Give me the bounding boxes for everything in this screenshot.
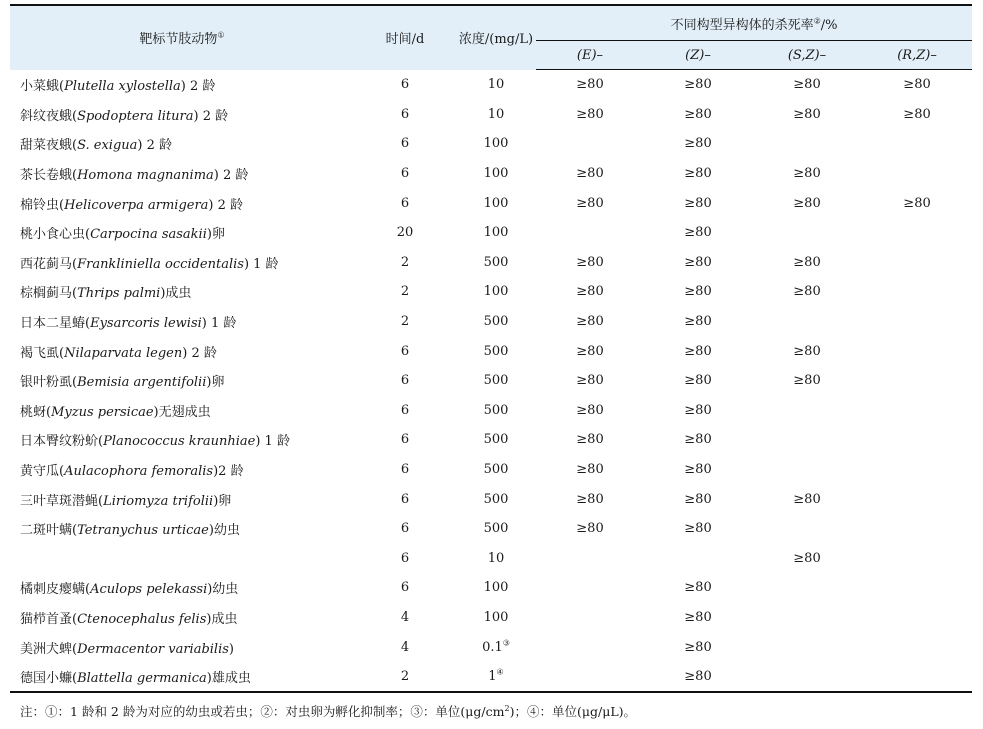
species-chinese-name: 小菜蛾( xyxy=(20,79,65,95)
mortality-rz-cell xyxy=(862,159,972,189)
species-cell xyxy=(10,366,354,396)
mortality-sz-cell: ≥80 xyxy=(793,195,821,211)
species-cell xyxy=(10,70,354,100)
concentration-value: 500 xyxy=(483,462,509,478)
mortality-rz-cell xyxy=(862,455,972,485)
mortality-z-cell: ≥80 xyxy=(684,254,712,270)
mortality-rz-cell xyxy=(862,514,972,544)
mortality-sz-cell xyxy=(752,455,862,485)
species-chinese-name: 棕榈蓟马( xyxy=(20,286,78,302)
species-chinese-name: 褐飞虱( xyxy=(20,345,65,361)
mortality-e-cell: ≥80 xyxy=(576,77,604,93)
mortality-sz-cell: ≥80 xyxy=(793,373,821,389)
time-cell: 2 xyxy=(400,254,410,270)
time-cell: 6 xyxy=(400,77,410,93)
time-cell: 4 xyxy=(400,609,410,625)
species-cell xyxy=(10,514,354,544)
mortality-e-cell: ≥80 xyxy=(576,343,604,359)
time-cell: 6 xyxy=(400,462,410,478)
mortality-z-cell: ≥80 xyxy=(644,662,752,693)
species-chinese-name: 猫栉首蚤( xyxy=(20,611,78,627)
header-isomer-sz: (S,Z)– xyxy=(752,41,862,70)
table-row xyxy=(10,277,972,307)
species-stage: )卵 xyxy=(213,493,232,509)
footnote-mark: ③ xyxy=(502,638,510,648)
species-latin-name: Thrips palmi xyxy=(77,286,161,302)
species-cell xyxy=(10,218,354,248)
mortality-e-cell: ≥80 xyxy=(576,106,604,122)
mortality-z-cell: ≥80 xyxy=(684,521,712,537)
species-cell xyxy=(10,662,354,693)
mortality-e-cell: ≥80 xyxy=(576,195,604,211)
table-row xyxy=(10,632,972,662)
concentration-value: 1 xyxy=(488,669,497,685)
concentration-cell xyxy=(456,484,536,514)
mortality-rz-cell xyxy=(862,307,972,337)
time-cell: 6 xyxy=(400,580,410,596)
concentration-value: 500 xyxy=(483,432,509,448)
species-cell xyxy=(10,603,354,633)
species-latin-name: Spodoptera litura xyxy=(77,108,194,124)
mortality-e-cell: ≥80 xyxy=(576,284,604,300)
concentration-value: 100 xyxy=(483,284,509,300)
species-stage: )2 龄 xyxy=(213,464,244,480)
species-stage: ) 2 龄 xyxy=(208,197,244,213)
table-row xyxy=(10,573,972,603)
species-stage: ) 2 龄 xyxy=(213,168,249,184)
mortality-z-cell: ≥80 xyxy=(684,491,712,507)
mortality-e-cell xyxy=(536,544,644,574)
concentration-cell xyxy=(456,218,536,248)
mortality-sz-cell xyxy=(752,632,862,662)
concentration-value: 500 xyxy=(483,521,509,537)
species-stage: ) 2 龄 xyxy=(180,79,216,95)
footnote-mark: ② xyxy=(813,16,821,26)
table-row xyxy=(10,129,972,159)
mortality-rz-cell xyxy=(862,544,972,574)
species-chinese-name: 德国小蠊( xyxy=(20,671,78,687)
species-cell xyxy=(10,544,354,574)
time-cell: 20 xyxy=(396,225,414,241)
table-row xyxy=(10,484,972,514)
mortality-rz-cell xyxy=(862,573,972,603)
mortality-sz-cell xyxy=(752,307,862,337)
mortality-e-cell: ≥80 xyxy=(576,462,604,478)
concentration-value: 500 xyxy=(483,343,509,359)
concentration-value: 100 xyxy=(483,195,509,211)
mortality-sz-cell: ≥80 xyxy=(793,166,821,182)
time-cell: 4 xyxy=(400,639,410,655)
species-chinese-name: 日本臀纹粉蚧( xyxy=(20,434,104,450)
mortality-table xyxy=(10,4,972,693)
mortality-sz-cell xyxy=(752,425,862,455)
mortality-sz-cell: ≥80 xyxy=(793,77,821,93)
species-latin-name: Homona magnanima xyxy=(77,168,214,184)
time-cell: 6 xyxy=(400,550,410,566)
species-stage: )成虫 xyxy=(160,286,192,302)
mortality-sz-cell: ≥80 xyxy=(793,254,821,270)
mortality-sz-cell xyxy=(752,573,862,603)
concentration-value: 500 xyxy=(483,402,509,418)
species-stage: )无翅成虫 xyxy=(153,404,211,420)
species-latin-name: S. exigua xyxy=(77,138,138,154)
mortality-e-cell: ≥80 xyxy=(576,521,604,537)
species-stage: )雄成虫 xyxy=(206,671,251,687)
concentration-cell xyxy=(456,662,536,693)
concentration-cell xyxy=(456,514,536,544)
species-latin-name: Eysarcoris lewisi xyxy=(90,316,202,332)
header-mortality-group: 不同构型异构体的杀死率②/% xyxy=(536,5,972,41)
species-cell xyxy=(10,307,354,337)
mortality-sz-cell: ≥80 xyxy=(793,106,821,122)
species-latin-name: Myzus persicae xyxy=(51,404,154,420)
concentration-cell xyxy=(456,307,536,337)
mortality-rz-cell: ≥80 xyxy=(903,77,931,93)
concentration-value: 100 xyxy=(483,136,509,152)
concentration-cell xyxy=(456,573,536,603)
table-row xyxy=(10,544,972,574)
header-time: 时间/d xyxy=(354,5,456,70)
species-stage: ) 2 龄 xyxy=(182,345,217,361)
species-chinese-name: 日本二星蝽( xyxy=(20,316,91,332)
concentration-value: 10 xyxy=(487,550,505,566)
time-cell: 6 xyxy=(400,343,410,359)
table-footnote: 注：①：1 龄和 2 龄为对应的幼虫或若虫；②：对虫卵为孵化抑制率；③：单位$(\mu g/cm^2)$；④：单位(μg/μL)。 xyxy=(20,703,636,719)
mortality-z-cell: ≥80 xyxy=(684,580,712,596)
species-latin-name: Blattella germanica xyxy=(77,671,207,687)
concentration-value: 500 xyxy=(483,314,509,330)
species-cell xyxy=(10,573,354,603)
species-stage: )成虫 xyxy=(206,611,238,627)
concentration-cell xyxy=(456,277,536,307)
concentration-value: 100 xyxy=(483,580,509,596)
concentration-value: 500 xyxy=(483,491,509,507)
mortality-e-cell xyxy=(536,573,644,603)
species-latin-name: Ctenocephalus felis xyxy=(77,611,207,627)
species-chinese-name: 斜纹夜蛾( xyxy=(20,108,78,124)
mortality-z-cell: ≥80 xyxy=(684,314,712,330)
species-cell xyxy=(10,632,354,662)
mortality-rz-cell xyxy=(862,277,972,307)
header-concentration: 浓度/(mg/L) xyxy=(456,5,536,70)
mortality-z-cell: ≥80 xyxy=(684,462,712,478)
mortality-e-cell xyxy=(536,632,644,662)
mortality-rz-cell: ≥80 xyxy=(903,195,931,211)
species-latin-name: Carpocina sasakii xyxy=(90,227,207,243)
table-row xyxy=(10,307,972,337)
mortality-z-cell: ≥80 xyxy=(684,402,712,418)
species-chinese-name: 三叶草斑潜蝇( xyxy=(20,493,104,509)
concentration-value: 500 xyxy=(483,254,509,270)
mortality-sz-cell xyxy=(752,218,862,248)
mortality-rz-cell xyxy=(862,366,972,396)
species-stage: )幼虫 xyxy=(208,523,240,539)
concentration-cell xyxy=(456,425,536,455)
mortality-sz-cell: ≥80 xyxy=(793,343,821,359)
time-cell: 6 xyxy=(400,491,410,507)
mortality-rz-cell xyxy=(862,484,972,514)
concentration-cell xyxy=(456,248,536,278)
species-chinese-name: 桃蚜( xyxy=(20,404,52,420)
table-row xyxy=(10,248,972,278)
mortality-rz-cell xyxy=(862,129,972,159)
mortality-z-cell: ≥80 xyxy=(684,284,712,300)
species-stage: )卵 xyxy=(206,375,225,391)
mortality-e-cell: ≥80 xyxy=(576,432,604,448)
mortality-z-cell: ≥80 xyxy=(684,77,712,93)
concentration-cell xyxy=(456,455,536,485)
species-cell xyxy=(10,188,354,218)
species-cell xyxy=(10,159,354,189)
species-chinese-name: 桃小食心虫( xyxy=(20,227,91,243)
time-cell: 6 xyxy=(400,106,410,122)
footnote-mark: ① xyxy=(217,30,225,40)
mortality-z-cell: ≥80 xyxy=(684,195,712,211)
header-species: 靶标节肢动物① xyxy=(10,5,354,70)
concentration-value: 500 xyxy=(483,373,509,389)
mortality-e-cell xyxy=(536,662,644,693)
mortality-z-cell: ≥80 xyxy=(684,136,712,152)
species-chinese-name: 二斑叶螨( xyxy=(20,523,78,539)
header-isomer-rz: (R,Z)– xyxy=(862,41,972,70)
species-latin-name: Liriomyza trifolii xyxy=(103,493,214,509)
mortality-rz-cell xyxy=(862,632,972,662)
table-row xyxy=(10,159,972,189)
mortality-z-cell: ≥80 xyxy=(684,106,712,122)
time-cell: 2 xyxy=(354,662,456,693)
mortality-z-cell: ≥80 xyxy=(684,343,712,359)
table-row xyxy=(10,514,972,544)
mortality-z-cell: ≥80 xyxy=(684,225,712,241)
species-cell xyxy=(10,336,354,366)
concentration-cell xyxy=(456,159,536,189)
species-latin-name: Plutella xylostella xyxy=(64,79,181,95)
concentration-cell xyxy=(456,100,536,130)
concentration-cell xyxy=(456,366,536,396)
species-latin-name: Dermacentor variabilis xyxy=(77,641,229,657)
table-row xyxy=(10,70,972,100)
mortality-sz-cell xyxy=(752,514,862,544)
species-chinese-name: 黄守瓜( xyxy=(20,464,65,480)
mortality-rz-cell: ≥80 xyxy=(903,106,931,122)
species-latin-name: Helicoverpa armigera xyxy=(64,197,209,213)
table-row xyxy=(10,336,972,366)
mortality-e-cell: ≥80 xyxy=(576,373,604,389)
species-latin-name: Planococcus kraunhiae xyxy=(103,434,256,450)
time-cell: 2 xyxy=(400,314,410,330)
mortality-z-cell: ≥80 xyxy=(684,432,712,448)
species-chinese-name: 西花蓟马( xyxy=(20,256,78,272)
table-row xyxy=(10,455,972,485)
mortality-sz-cell xyxy=(752,603,862,633)
mortality-e-cell: ≥80 xyxy=(576,254,604,270)
mortality-rz-cell xyxy=(862,662,972,693)
mortality-e-cell: ≥80 xyxy=(576,166,604,182)
mortality-e-cell xyxy=(536,603,644,633)
mortality-z-cell: ≥80 xyxy=(684,166,712,182)
header-isomer-z: (Z)– xyxy=(644,41,752,70)
species-latin-name: Tetranychus urticae xyxy=(77,523,209,539)
time-cell: 6 xyxy=(400,373,410,389)
table-row xyxy=(10,218,972,248)
mortality-rz-cell xyxy=(862,218,972,248)
species-chinese-name: 银叶粉虱( xyxy=(20,375,78,391)
species-chinese-name: 美洲犬蜱( xyxy=(20,641,78,657)
time-cell: 6 xyxy=(400,402,410,418)
species-latin-name: Aculops pelekassi xyxy=(90,582,208,598)
species-stage: ) 1 龄 xyxy=(201,316,237,332)
table-row xyxy=(10,100,972,130)
header-isomer-e: (E)– xyxy=(536,41,644,70)
concentration-cell xyxy=(456,603,536,633)
species-stage: ) 2 龄 xyxy=(193,108,229,124)
species-stage: ) 1 龄 xyxy=(255,434,290,450)
mortality-e-cell: ≥80 xyxy=(576,314,604,330)
species-cell xyxy=(10,248,354,278)
species-cell xyxy=(10,425,354,455)
species-stage: )幼虫 xyxy=(207,582,239,598)
concentration-cell xyxy=(456,544,536,574)
table-row xyxy=(10,603,972,633)
time-cell: 6 xyxy=(400,432,410,448)
table-header xyxy=(10,5,972,70)
mortality-z-cell: ≥80 xyxy=(684,609,712,625)
mortality-z-cell: ≥80 xyxy=(684,639,712,655)
concentration-cell xyxy=(456,129,536,159)
time-cell: 6 xyxy=(400,136,410,152)
concentration-cell xyxy=(456,188,536,218)
time-cell: 6 xyxy=(400,166,410,182)
species-cell xyxy=(10,277,354,307)
concentration-cell xyxy=(456,632,536,662)
mortality-sz-cell: ≥80 xyxy=(793,550,821,566)
species-cell xyxy=(10,100,354,130)
species-cell xyxy=(10,129,354,159)
mortality-e-cell xyxy=(536,218,644,248)
species-cell xyxy=(10,484,354,514)
concentration-value: 0.1 xyxy=(482,639,503,655)
mortality-z-cell: ≥80 xyxy=(684,373,712,389)
mortality-sz-cell: ≥80 xyxy=(793,284,821,300)
species-latin-name: Nilaparvata legen xyxy=(64,345,183,361)
concentration-cell xyxy=(456,70,536,100)
mortality-sz-cell xyxy=(752,662,862,693)
species-latin-name: Bemisia argentifolii xyxy=(77,375,207,391)
concentration-value: 100 xyxy=(483,166,509,182)
mortality-rz-cell xyxy=(862,603,972,633)
mortality-rz-cell xyxy=(862,396,972,426)
species-stage: ) 2 龄 xyxy=(137,138,173,154)
mortality-e-cell xyxy=(536,129,644,159)
species-cell xyxy=(10,396,354,426)
time-cell: 2 xyxy=(400,284,410,300)
concentration-value: 10 xyxy=(487,77,505,93)
species-latin-name: Frankliniella occidentalis xyxy=(77,256,244,272)
concentration-value: 10 xyxy=(487,106,505,122)
table-row xyxy=(10,366,972,396)
mortality-e-cell: ≥80 xyxy=(576,491,604,507)
mortality-sz-cell xyxy=(752,396,862,426)
mortality-rz-cell xyxy=(862,248,972,278)
mortality-sz-cell xyxy=(752,129,862,159)
time-cell: 6 xyxy=(400,521,410,537)
concentration-value: 100 xyxy=(483,609,509,625)
concentration-cell xyxy=(456,336,536,366)
mortality-rz-cell xyxy=(862,425,972,455)
species-chinese-name: 橘刺皮瘿螨( xyxy=(20,582,91,598)
table-row xyxy=(10,425,972,455)
mortality-e-cell: ≥80 xyxy=(576,402,604,418)
mortality-z-cell xyxy=(644,544,752,574)
species-stage: )卵 xyxy=(206,227,225,243)
species-cell xyxy=(10,455,354,485)
table-row xyxy=(10,662,972,693)
mortality-rz-cell xyxy=(862,336,972,366)
concentration-cell xyxy=(456,396,536,426)
species-chinese-name: 棉铃虫( xyxy=(20,197,65,213)
species-stage: ) xyxy=(228,641,234,657)
concentration-value: 100 xyxy=(483,225,509,241)
time-cell: 6 xyxy=(400,195,410,211)
species-latin-name: Aulacophora femoralis xyxy=(64,464,214,480)
table-row xyxy=(10,188,972,218)
species-chinese-name: 甜菜夜蛾( xyxy=(20,138,78,154)
table-row xyxy=(10,396,972,426)
mortality-sz-cell: ≥80 xyxy=(793,491,821,507)
species-chinese-name: 茶长卷蛾( xyxy=(20,168,78,184)
footnote-mark: ④ xyxy=(496,667,504,677)
species-stage: ) 1 龄 xyxy=(243,256,279,272)
table-body xyxy=(10,70,972,693)
